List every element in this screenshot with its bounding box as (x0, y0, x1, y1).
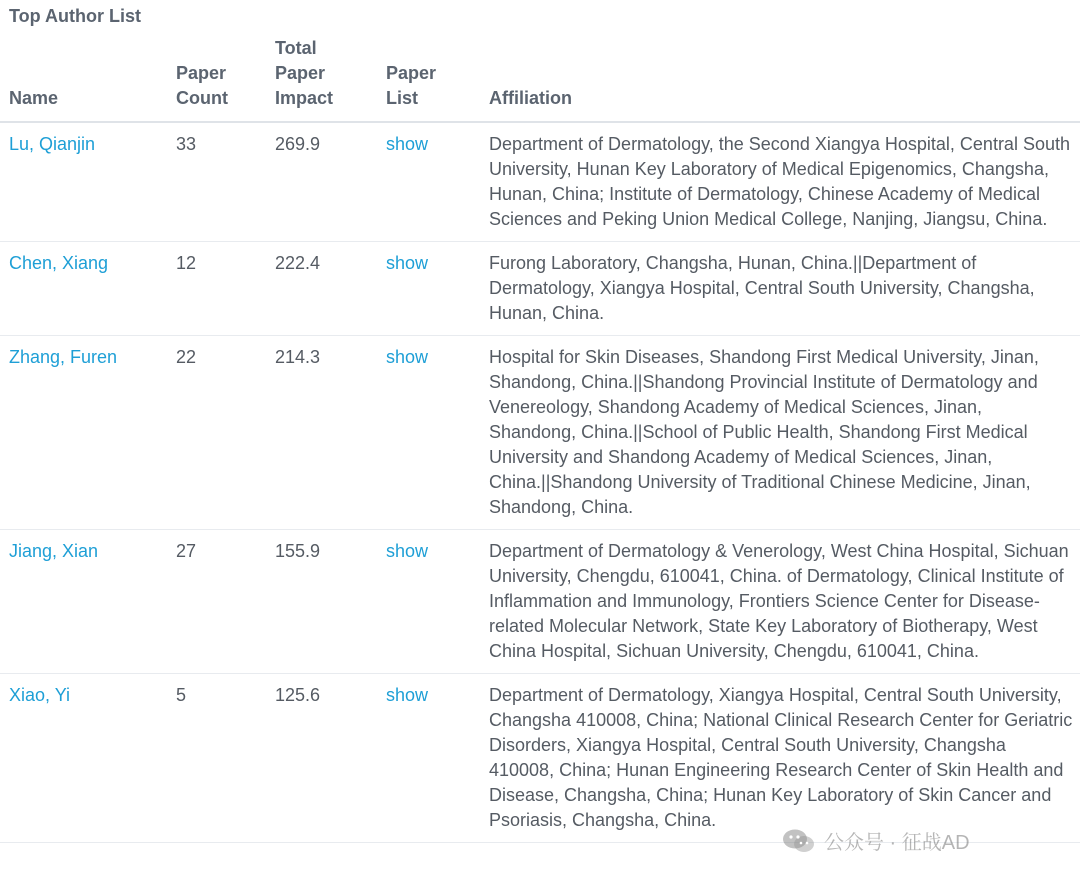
watermark (782, 826, 970, 855)
column-header-total-paper-impact[interactable]: Total Paper Impact (266, 36, 377, 122)
table-row (0, 122, 1080, 242)
wechat-icon (782, 828, 816, 854)
show-paper-list-link[interactable]: show (386, 685, 429, 705)
paper-impact-cell: 222.4 (266, 242, 377, 336)
paper-impact-cell: 155.9 (266, 530, 377, 674)
table-header-row (0, 36, 1080, 122)
paper-impact-cell: 214.3 (266, 336, 377, 530)
author-name-link[interactable]: Zhang, Furen (9, 347, 118, 367)
author-name-link[interactable]: Xiao, Yi (9, 685, 71, 705)
table-row (0, 674, 1080, 843)
show-paper-list-link[interactable]: show (386, 253, 429, 273)
author-name-link[interactable]: Chen, Xiang (9, 253, 109, 273)
paper-count-cell: 33 (167, 122, 266, 242)
column-header-paper-list[interactable]: Paper List (377, 36, 471, 122)
affiliation-cell: Furong Laboratory, Changsha, Hunan, China.||Department of Dermatology, Xiangya Hospital, Central South University, Changsha, Hunan, China. (471, 242, 1080, 336)
watermark-text: 公众号 · 征战AD (824, 832, 970, 854)
author-name-link[interactable]: Jiang, Xian (9, 541, 99, 561)
show-paper-list-link[interactable]: show (386, 541, 429, 561)
paper-impact-cell: 125.6 (266, 674, 377, 843)
paper-count-cell: 12 (167, 242, 266, 336)
paper-count-cell: 22 (167, 336, 266, 530)
paper-count-cell: 5 (167, 674, 266, 843)
page-title: Top Author List (9, 6, 141, 26)
table-row (0, 530, 1080, 674)
column-header-name[interactable]: Name (0, 36, 167, 122)
affiliation-cell: Hospital for Skin Diseases, Shandong First Medical University, Jinan, Shandong, China.||Shandong Provincial Institute of Dermatology and Venereology, Shandong Academy of Medical Sciences, Jinan, Shandong, China.||School of Public Health, Shandong First Medical University and Shandong Academy of Medical Sciences, Jinan, China.||Shandong University of Traditional Chinese Medicine, Jinan, Shandong, China. (471, 336, 1080, 530)
show-paper-list-link[interactable]: show (386, 134, 429, 154)
author-name-link[interactable]: Lu, Qianjin (9, 134, 96, 154)
paper-impact-cell: 269.9 (266, 122, 377, 242)
column-header-paper-count[interactable]: Paper Count (167, 36, 266, 122)
author-table (0, 36, 1080, 843)
column-header-affiliation[interactable]: Affiliation (471, 36, 1080, 122)
table-row (0, 336, 1080, 530)
affiliation-cell: Department of Dermatology & Venerology, West China Hospital, Sichuan University, Chengdu, 610041, China. of Dermatology, Clinical Institute of Inflammation and Immunology, Frontiers Science Center for Disease-related Molecular Network, State Key Laboratory of Biotherapy, West China Hospital, Sichuan University, Chengdu, 610041, China. (471, 530, 1080, 674)
paper-count-cell: 27 (167, 530, 266, 674)
show-paper-list-link[interactable]: show (386, 347, 429, 367)
table-row (0, 242, 1080, 336)
affiliation-cell: Department of Dermatology, Xiangya Hospital, Central South University, Changsha 410008, China; National Clinical Research Center for Geriatric Disorders, Xiangya Hospital, Central South University, Changsha 410008, China; Hunan Engineering Research Center of Skin Health and Disease, Changsha, China; Hunan Key Laboratory of Skin Cancer and Psoriasis, Changsha, China. (471, 674, 1080, 843)
affiliation-cell: Department of Dermatology, the Second Xiangya Hospital, Central South University, Hunan Key Laboratory of Medical Epigenomics, Changsha, Hunan, China; Institute of Dermatology, Chinese Academy of Medical Sciences and Peking Union Medical College, Nanjing, Jiangsu, China. (471, 122, 1080, 242)
